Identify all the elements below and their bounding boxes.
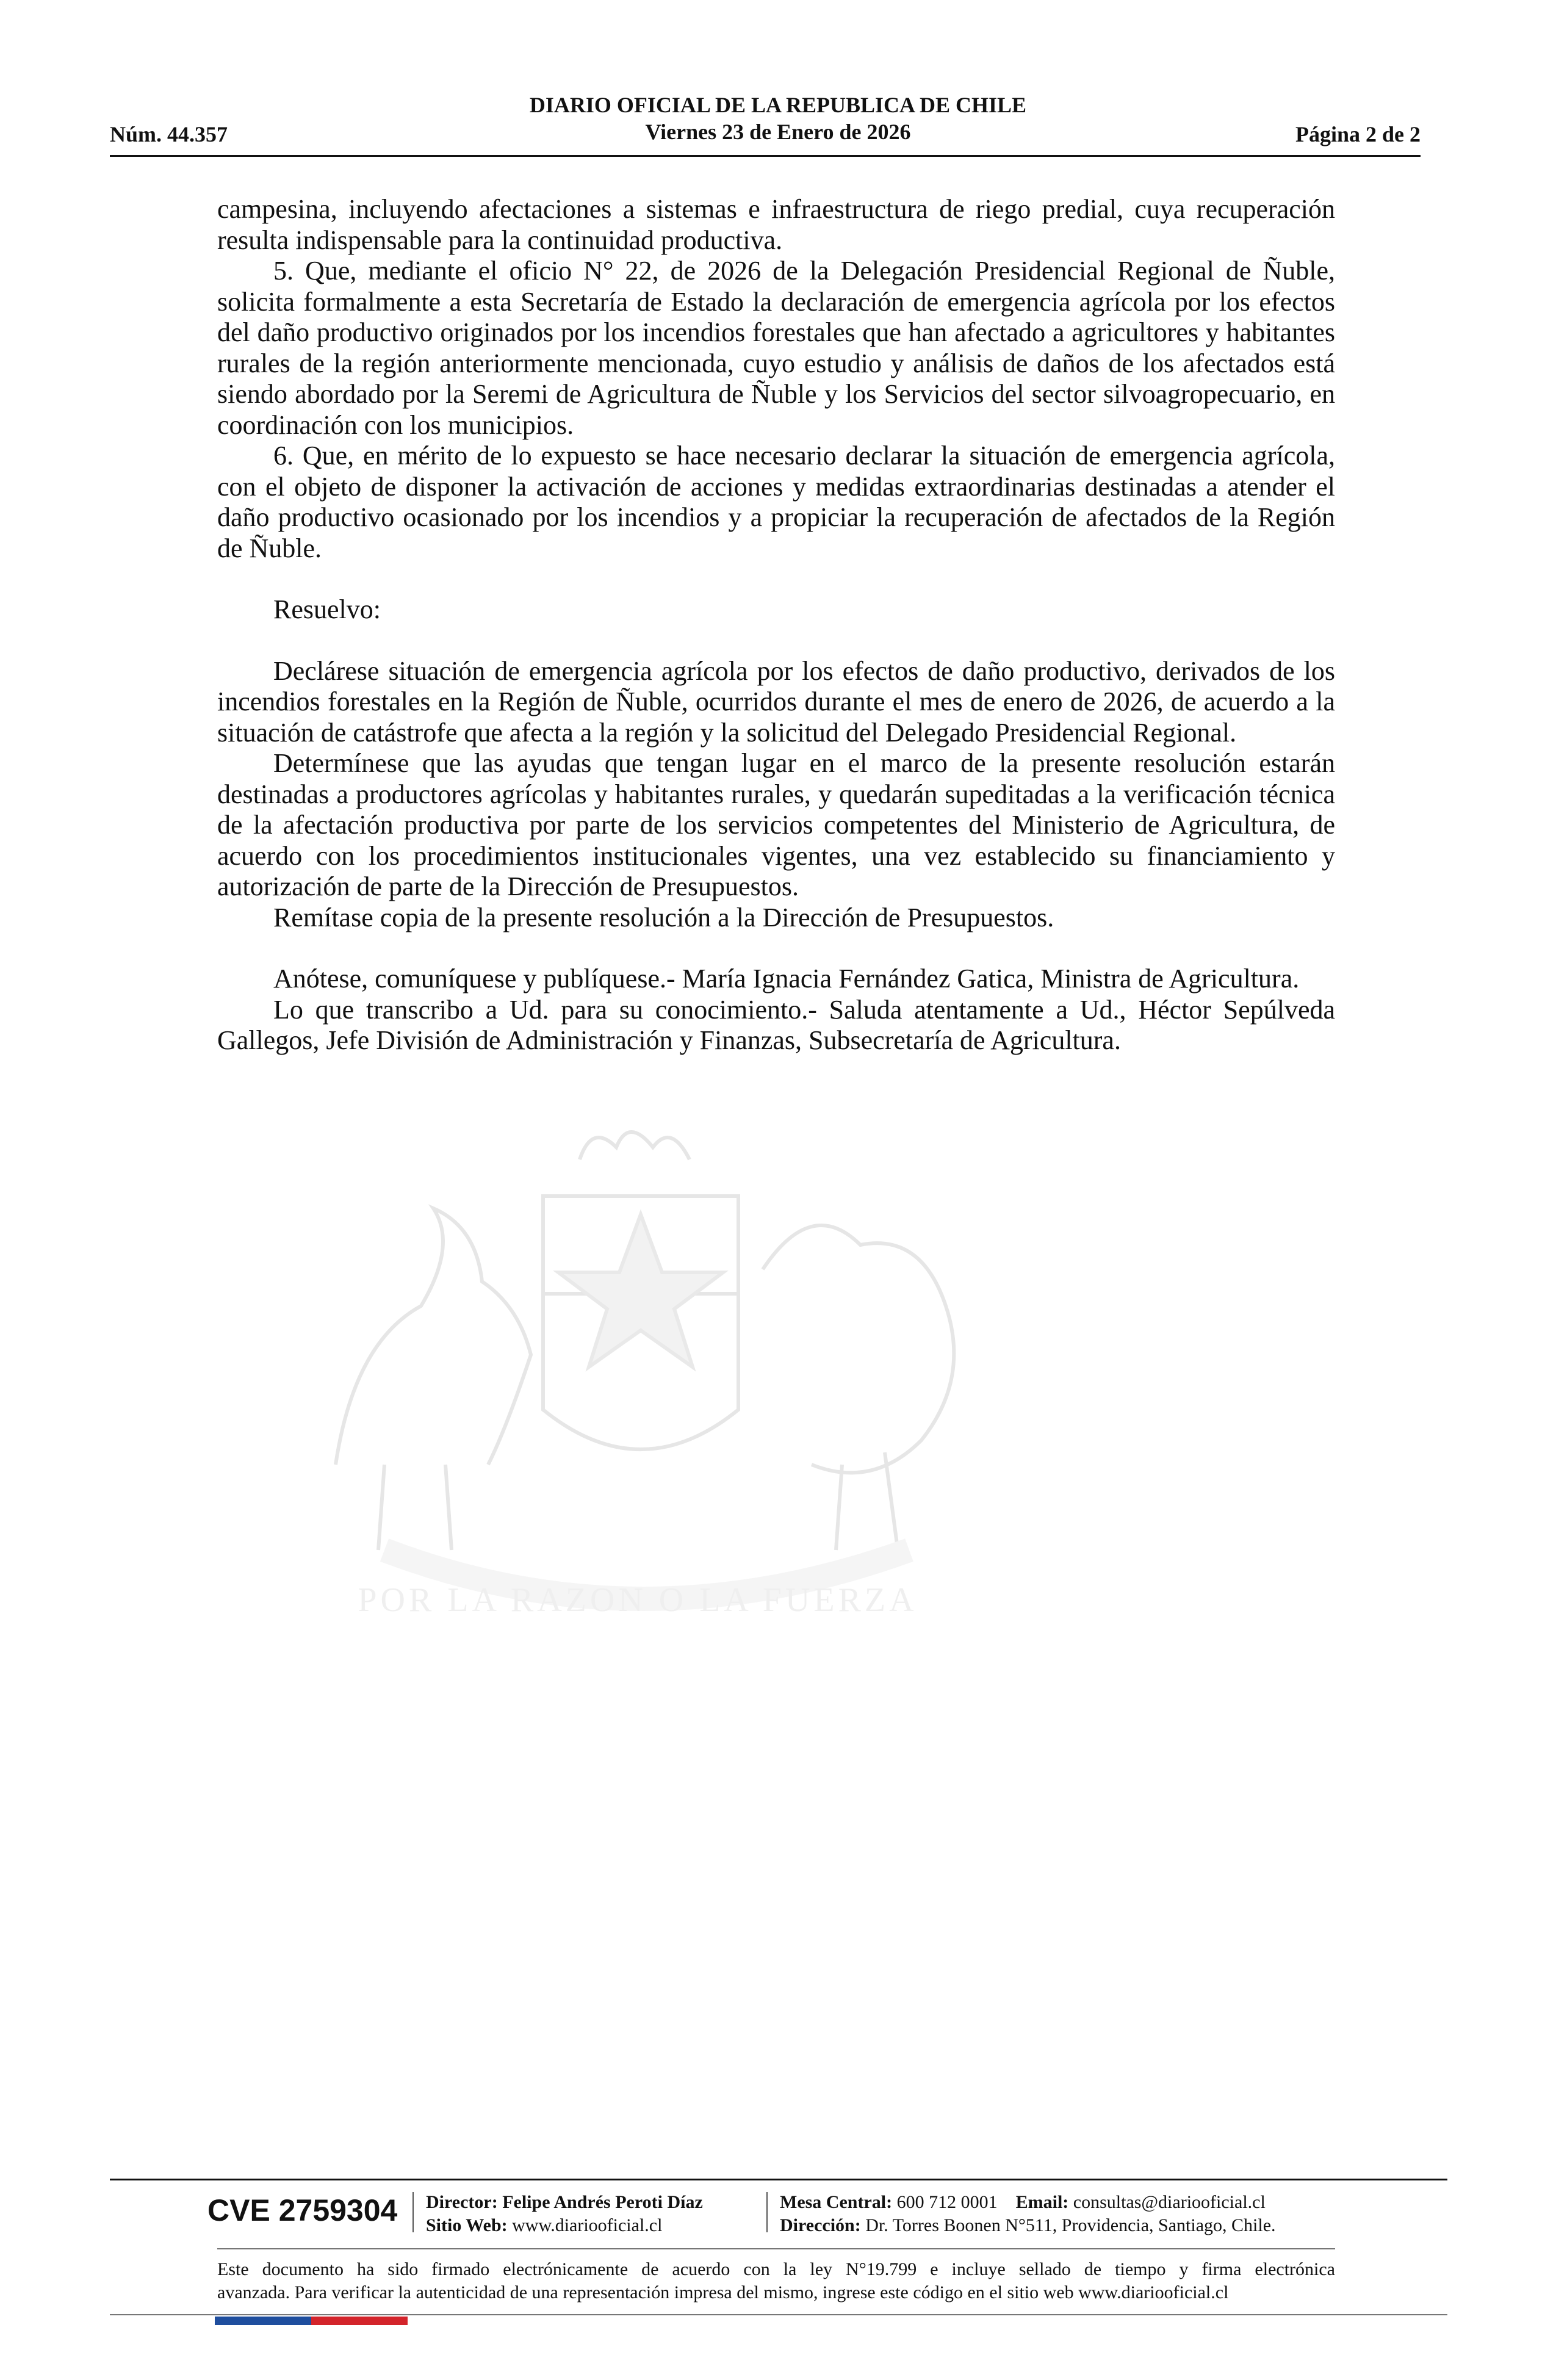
transcription-paragraph: Lo que transcribo a Ud. para su conocimiento.- Saluda atentamente a Ud., Héctor Sepúlveda Gallegos, Jefe División de Administración y Finanzas, Subsecretaría de Agricultura.: [217, 994, 1335, 1055]
document-body: [217, 194, 1335, 1056]
signature-paragraph: Anótese, comuníquese y publíquese.- María Ignacia Fernández Gatica, Ministra de Agricultura.: [273, 964, 1300, 993]
newspaper-title: DIARIO OFICIAL DE LA REPUBLICA DE CHILE: [529, 93, 1027, 117]
legal-line: avanzada. Para verificar la autenticidad de una representación impresa del mismo, ingrese este código en el sitio web www.diariooficial.cl: [217, 2282, 1229, 2302]
footer-column-divider: [766, 2192, 768, 2232]
website-label: Sitio Web:: [426, 2215, 508, 2235]
body-paragraph: Determínese que las ayudas que tengan lugar en el marco de la presente resolución estarán destinadas a productores agrícolas y habitantes rurales, y quedarán supeditadas a la verificación técnica de la afectación productiva por parte de los servicios competentes del Ministerio de Agricultura, de acuerdo con los procedimientos institucionales vigentes, una vez establecido su financiamiento y autorización de parte de la Dirección de Presupuestos.: [217, 748, 1335, 901]
body-paragraph: 6. Que, en mérito de lo expuesto se hace necesario declarar la situación de emergencia agrícola, con el objeto de disponer la activación de acciones y medidas extraordinarias destinadas a atender el daño productivo ocasionado por los incendios y a propiciar la recuperación de afectados de la Región de Ñuble.: [217, 441, 1335, 563]
body-paragraph: Remítase copia de la presente resolución a la Dirección de Presupuestos.: [273, 902, 1054, 932]
body-paragraph: campesina, incluyendo afectaciones a sistemas e infraestructura de riego predial, cuya recuperación resulta indispensable para la continuidad productiva.: [217, 194, 1335, 255]
director-label: Director:: [426, 2192, 498, 2212]
coat-of-arms-motto: POR LA RAZON O LA FUERZA: [358, 1581, 918, 1619]
legal-line: Este documento ha sido firmado electrónicamente de acuerdo con la ley N°19.799 e incluye sellado de tiempo y firma electrónica: [217, 2259, 1335, 2279]
body-paragraph: 5. Que, mediante el oficio N° 22, de 2026 de la Delegación Presidencial Regional de Ñuble, solicita formalmente a esta Secretaría de Estado la declaración de emergencia agrícola por los efectos del daño productivo originados por los incendios forestales que han afectado a agricultores y habitantes rurales de la región anteriormente mencionada, cuyo estudio y análisis de daños de los afectados está siendo abordado por la Seremi de Agricultura de Ñuble y los Servicios del sector silvoagropecuario, en coordinación con los municipios.: [217, 256, 1335, 440]
body-paragraph: Declárese situación de emergencia agrícola por los efectos de daño productivo, derivados de los incendios forestales en la Región de Ñuble, ocurridos durante el mes de enero de 2026, de acuerdo a la situación de catástrofe que afecta a la región y la solicitud del Delegado Presidencial Regional.: [217, 655, 1335, 748]
footer-divider-top: [110, 2179, 1447, 2180]
resolution-heading: Resuelvo:: [273, 594, 381, 624]
electronic-signature-notice: [217, 2258, 1335, 2304]
footer-director-block: [426, 2191, 703, 2237]
footer-divider-bottom: [110, 2314, 1447, 2315]
email-link[interactable]: consultas@diariooficial.cl: [1073, 2192, 1266, 2212]
address-value: Dr. Torres Boonen N°511, Providencia, Santiago, Chile.: [865, 2215, 1276, 2235]
header-divider: [110, 155, 1421, 157]
website-link[interactable]: www.diariooficial.cl: [512, 2215, 663, 2235]
issue-date: Viernes 23 de Enero de 2026: [645, 120, 911, 144]
email-label: Email:: [1015, 2192, 1069, 2212]
footer-divider-middle: [217, 2248, 1335, 2249]
page-indicator: Página 2 de 2: [1295, 122, 1421, 146]
director-name: Felipe Andrés Peroti Díaz: [502, 2192, 703, 2212]
phone-value: 600 712 0001: [896, 2192, 998, 2212]
flag-stripe-red: [311, 2317, 408, 2325]
footer-contact-block: [780, 2191, 1276, 2237]
address-label: Dirección:: [780, 2215, 861, 2235]
phone-label: Mesa Central:: [780, 2192, 893, 2212]
cve-code: CVE 2759304: [207, 2193, 398, 2227]
coat-of-arms-watermark: [201, 1123, 1074, 1672]
flag-stripe-blue: [215, 2317, 311, 2325]
footer-column-divider: [412, 2192, 414, 2232]
issue-number: Núm. 44.357: [110, 122, 228, 146]
